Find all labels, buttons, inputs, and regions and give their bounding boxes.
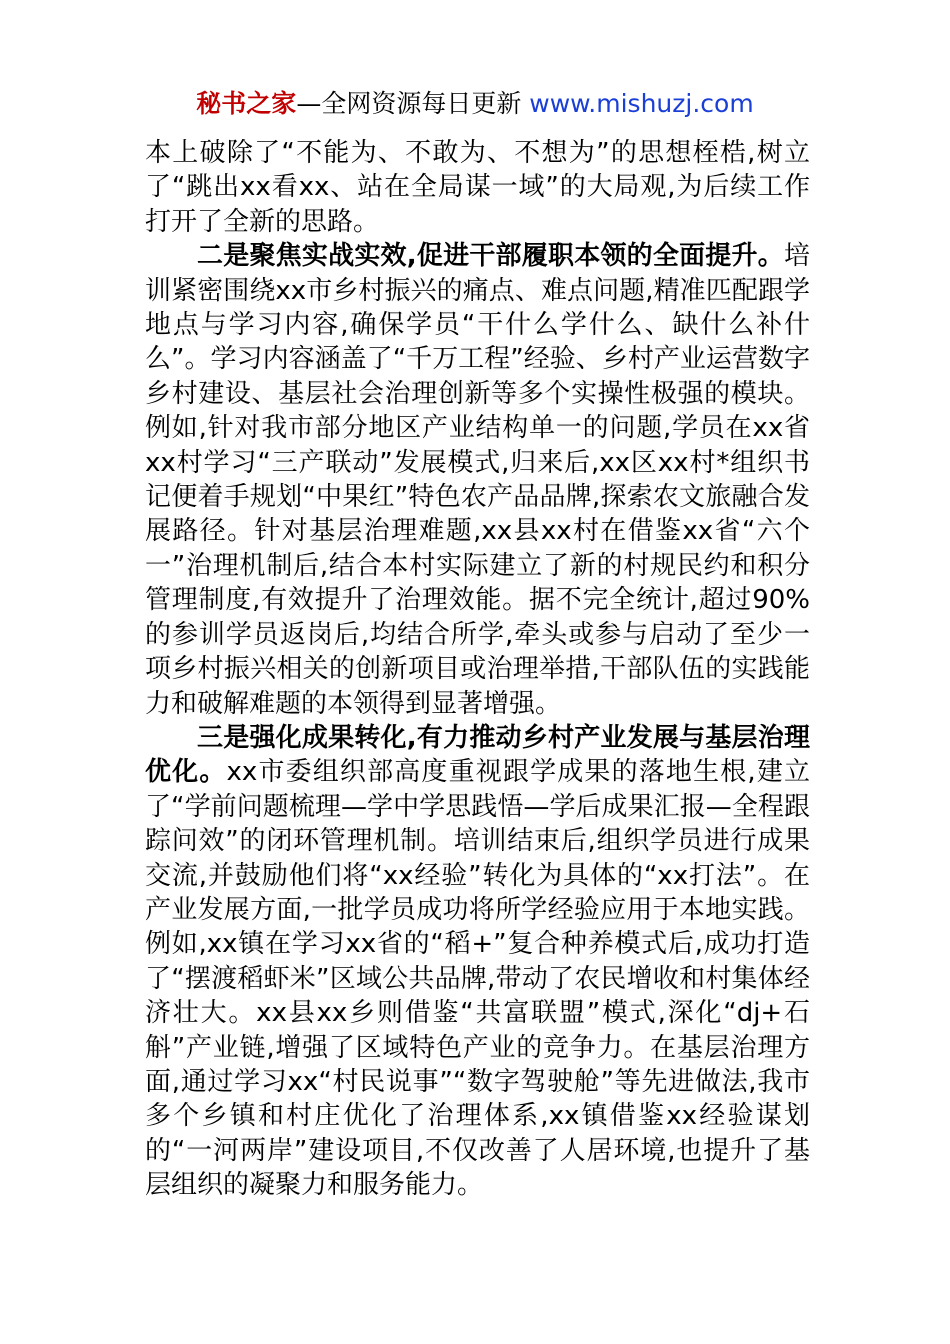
website-link[interactable]: www.mishuzj.com [529,89,754,118]
paragraph-text: 培训紧密围绕xx市乡村振兴的痛点、难点问题,精准匹配跟学地点与学习内容,确保学员“干什么学什么、缺什么补什么”。学习内容涵盖了“千万工程”经验、乡村产业运营数字乡村建设、基层社会治理创新等多个实操性极强的模块。例如,针对我市部分地区产业结构单一的问题,学员在xx省xx村学习“三产联动”发展模式,归来后,xx区xx村*组织书记便着手规划“中果红”特色农产品品牌,探索农文旅融合发展路径。针对基层治理难题,xx县xx村在借鉴xx省“六个一”治理机制后,结合本村实际建立了新的村规民约和积分管理制度,有效提升了治理效能。据不完全统计,超过90%的参训学员返岗后,均结合所学,牵头或参与启动了至少一项乡村振兴相关的创新项目或治理举措,干部队伍的实践能力和破解难题的本领得到显著增强。 [145,241,810,719]
paragraph-point-two [145,239,810,721]
paragraph-point-three [145,721,810,1203]
paragraph-lead: 三是强化成果转化,有力推动乡村产业发展与基层治理优化。 [145,722,810,788]
paragraph-continuation [145,136,810,239]
page-header [0,86,950,122]
paragraph-text: xx市委组织部高度重视跟学成果的落地生根,建立了“学前问题梳理—学中学思践悟—学后成果汇报—全程跟踪问效”的闭环管理机制。培训结束后,组织学员进行成果交流,并鼓励他们将“xx经验”转化为具体的“xx打法”。在产业发展方面,一批学员成功将所学经验应用于本地实践。例如,xx镇在学习xx省的“稻+”复合种养模式后,成功打造了“摆渡稻虾米”区域公共品牌,带动了农民增收和村集体经济壮大。xx县xx乡则借鉴“共富联盟”模式,深化“dj+石斛”产业链,增强了区域特色产业的竞争力。在基层治理方面,通过学习xx“村民说事”“数字驾驶舱”等先进做法,我市多个乡镇和村庄优化了治理体系,xx镇借鉴xx经验谋划的“一河两岸”建设项目,不仅改善了人居环境,也提升了基层组织的凝聚力和服务能力。 [145,757,810,1201]
paragraph-text: 本上破除了“不能为、不敢为、不想为”的思想桎梏,树立了“跳出xx看xx、站在全局谋一域”的大局观,为后续工作打开了全新的思路。 [145,138,810,237]
paragraph-lead: 二是聚焦实战实效,促进干部履职本领的全面提升。 [197,241,784,272]
document-body [145,136,810,1203]
brand-name: 秘书之家 [196,89,297,118]
header-tagline: —全网资源每日更新 [296,89,530,118]
